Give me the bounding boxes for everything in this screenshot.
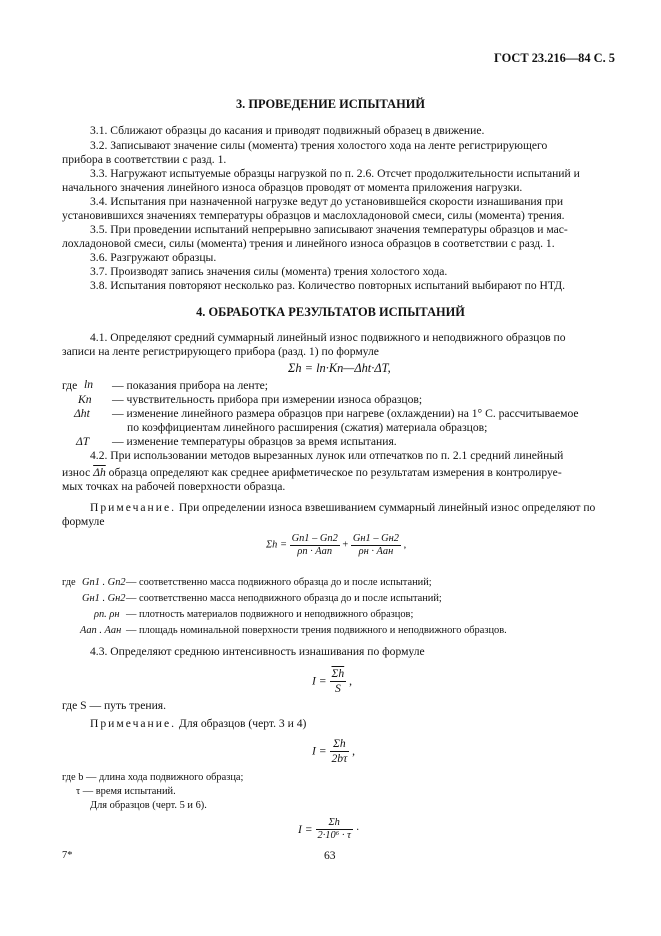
section-3-line: 3.6. Разгружают образцы. (90, 251, 217, 264)
formula-tail: , (403, 539, 407, 551)
denominator: ρп · Aaп (297, 546, 333, 558)
formula-total-wear: Σh = lп·Kп—Δht·ΔT, (288, 361, 391, 375)
section-3-line: 3.1. Сближают образцы до касания и приводят подвижный образец в движение. (90, 124, 485, 137)
section-3-line: 3.8. Испытания повторяют несколько раз. Количество повторных испытаний выбирают по НТД. (90, 279, 566, 292)
page-number: 63 (324, 849, 336, 862)
symbol-delta-t: ΔT (76, 435, 90, 448)
formula-weighing: Σh = $\frac{Gп1 - Gп2}{\text{ρп · Aaп}}$ + $\frac{Gн1 - Gн2}{\text{ρн · Aaн}}$ , (266, 533, 407, 558)
numerator: Σh (330, 738, 350, 752)
symbol-g-fixed: Gн1 . Gн2 (82, 593, 126, 604)
numerator: Gн1 – Gн2 (351, 534, 401, 546)
paragraph-4-2-line (62, 467, 562, 479)
note-label: Примечание. (90, 717, 176, 730)
numerator: Gп1 – Gп2 (290, 534, 340, 546)
numerator: $\overline{\Sigma h}$ (331, 667, 345, 680)
formula-lhs: I = (312, 744, 327, 758)
definition-text: — площадь номинальной поверхности трения подвижного и неподвижного образцов. (126, 625, 507, 636)
fraction (290, 534, 340, 558)
where-label: где (62, 577, 76, 588)
definition-text: — изменение линейного размера образцов при нагреве (охлаждении) на 1° С. рассчитываемое (112, 407, 579, 420)
fraction (330, 668, 347, 694)
section-3-title: 3. ПРОВЕДЕНИЕ ИСПЫТАНИЙ (235, 97, 426, 111)
definition-tau: τ — время испытаний. (76, 786, 176, 797)
note-text: При определении износа взвешиванием суммарный линейный износ определяют по (178, 501, 596, 514)
fraction (330, 738, 350, 764)
paragraph-4-2-text: образца определяют как среднее арифметическое по результатам измерения в контролируе- (108, 466, 562, 479)
symbol-g-moving: Gп1 . Gп2 (82, 577, 126, 588)
fraction (316, 818, 353, 842)
fraction (351, 534, 401, 558)
formula-intensity (312, 668, 352, 694)
symbol-k: Kп (78, 393, 92, 406)
definition-text: — соответственно масса подвижного образца до и после испытаний; (126, 577, 432, 588)
formula-intensity-linear (312, 738, 355, 764)
denominator: 2·10⁶ · τ (317, 830, 351, 842)
formula-lhs: Σh = (266, 539, 287, 551)
formula-intensity-rotary (298, 818, 360, 842)
note-1-line: формуле (62, 515, 105, 528)
definition-text: — показания прибора на ленте; (112, 379, 269, 392)
paragraph-4-1-line: записи на ленте регистрирующего прибора (разд. 1) по формуле (62, 345, 379, 358)
definition-text: — чувствительность прибора при измерении износа образцов; (112, 393, 423, 406)
paragraph-4-2-line: мых точках на рабочей поверхности образца. (62, 480, 286, 493)
denominator: 2bτ (331, 751, 348, 765)
symbol-delta-ht: Δht (74, 407, 90, 420)
formula-lhs: I = (312, 674, 327, 688)
section-3-line: 3.3. Нагружают испытуемые образцы нагрузкой по п. 2.6. Отсчет продолжительности испытаний и (90, 167, 580, 180)
for-samples-line: Для образцов (черт. 5 и 6). (90, 800, 207, 811)
numerator: Σh (316, 818, 353, 830)
symbol-area: Aaп . Aaн (80, 625, 122, 636)
definition-path: где S — путь трения. (62, 699, 167, 712)
section-3-line: 3.4. Испытания при назначенной нагрузке ведут до установившейся скорости изнашивания при (90, 195, 564, 208)
symbol-l: lп (84, 378, 94, 391)
footer-mark: 7* (62, 850, 73, 861)
definition-text: — плотность материалов подвижного и неподвижного образцов; (126, 609, 414, 620)
note-label: Примечание. (90, 501, 176, 514)
symbol-mean-wear: $\overline{\Delta h}$ (93, 466, 106, 479)
definition-text: — соответственно масса неподвижного образца до и после испытаний; (126, 593, 442, 604)
page-header: ГОСТ 23.216—84 С. 5 (494, 51, 615, 65)
section-3-line: прибора в соответствии с разд. 1. (62, 153, 227, 166)
note-1-line (90, 502, 595, 514)
section-3-line: 3.2. Записывают значение силы (момента) трения холостого хода на ленте регистрирующего (90, 139, 548, 152)
denominator: ρн · Aaн (358, 546, 394, 558)
section-3-line: начального значения линейного износа образцов проводят от момента приложения нагрузки. (62, 181, 523, 194)
section-4-title: 4. ОБРАБОТКА РЕЗУЛЬТАТОВ ИСПЫТАНИЙ (196, 305, 465, 319)
paragraph-4-2-line: 4.2. При использовании методов вырезанных лунок или отпечатков по п. 2.1 средний линейный (90, 449, 564, 462)
section-3-line: установившихся значениях температуры образцов и маслохладоновой смеси, силы (момента) трения. (62, 209, 565, 222)
note-2-line (90, 718, 306, 730)
formula-tail: , (349, 674, 352, 688)
where-label: где (62, 379, 78, 392)
definition-text: — изменение температуры образцов за время испытания. (112, 435, 397, 448)
definition-b: где b — длина хода подвижного образца; (62, 772, 244, 783)
note-text: Для образцов (черт. 3 и 4) (178, 717, 307, 730)
symbol-rho: ρп. ρн (94, 609, 120, 620)
paragraph-4-1-line: 4.1. Определяют средний суммарный линейный износ подвижного и неподвижного образцов по (90, 331, 566, 344)
denominator: S (334, 681, 341, 695)
definition-text: по коэффициентам линейного расширения (сжатия) материала образцов; (127, 421, 488, 434)
section-3-line: лохладоновой смеси, силы (момента) трения и линейного износа образцов в соответствии с разд. 1. (62, 237, 555, 250)
formula-lhs: I = (298, 823, 313, 837)
paragraph-4-2-text: износ (62, 466, 91, 479)
formula-tail: , (352, 744, 356, 758)
paragraph-4-3: 4.3. Определяют среднюю интенсивность изнашивания по формуле (90, 645, 425, 658)
section-3-line: 3.7. Производят запись значения силы (момента) трения холостого хода. (90, 265, 448, 278)
formula-tail: · (355, 823, 360, 837)
section-3-line: 3.5. При проведении испытаний непрерывно записывают значения температуры образцов и мас- (90, 223, 568, 236)
